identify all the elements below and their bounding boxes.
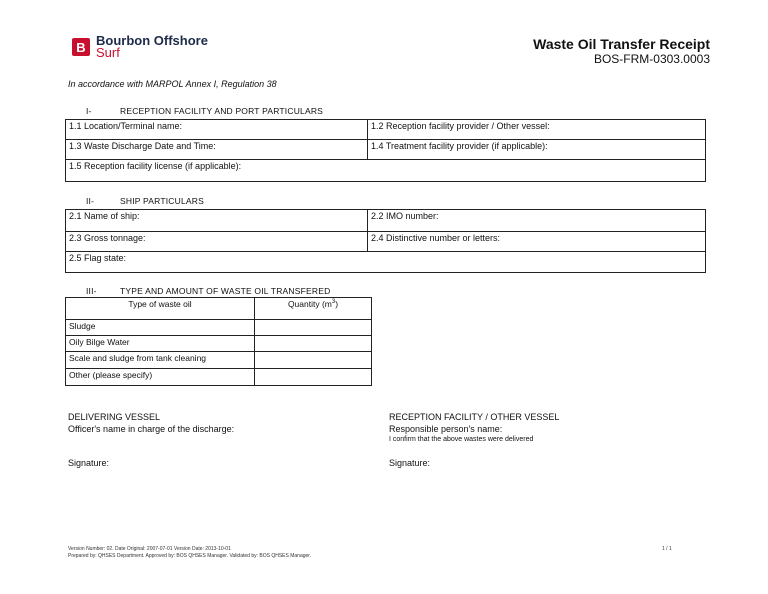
logo-line2: Surf — [96, 45, 120, 60]
quantity-input-sludge[interactable] — [255, 320, 372, 336]
field-imo-number[interactable]: 2.2 IMO number: — [368, 210, 706, 232]
column-header-quantity — [255, 298, 372, 320]
quantity-header-close: ) — [335, 299, 339, 309]
waste-type-oily-bilge-water: Oily Bilge Water — [66, 336, 255, 352]
ship-particulars-table — [65, 209, 706, 273]
field-distinctive-number[interactable]: 2.4 Distinctive number or letters: — [368, 232, 706, 252]
delivering-signature-field[interactable]: Signature: — [68, 458, 110, 468]
logo-line1: Bourbon Offshore — [96, 33, 208, 48]
quantity-header-text: Quantity (m — [287, 299, 332, 309]
section-3-title: TYPE AND AMOUNT OF WASTE OIL TRANSFERED — [120, 286, 331, 296]
document-code: BOS-FRM-0303.0003 — [593, 52, 710, 66]
footer-approval-info: Prepared by: QHSES Department. Approved by: BOS QHSES Manager. Validated by: BOS QHSES Manager. — [68, 553, 312, 559]
document-subtitle: In accordance with MARPOL Annex I, Regulation 38 — [68, 79, 277, 89]
waste-type-other: Other (please specify) — [66, 369, 255, 386]
waste-type-sludge: Sludge — [66, 320, 255, 336]
section-2-title: SHIP PARTICULARS — [120, 196, 204, 206]
footer-page-number: 1 / 1 — [662, 546, 672, 552]
field-gross-tonnage[interactable]: 2.3 Gross tonnage: — [66, 232, 368, 252]
reception-signature-field[interactable]: Signature: — [389, 458, 431, 468]
section-3-number: III- — [86, 286, 97, 296]
field-flag-state[interactable]: 2.5 Flag state: — [66, 252, 706, 273]
section-2-heading — [68, 196, 204, 206]
delivering-vessel-title: DELIVERING VESSEL — [68, 412, 161, 422]
section-1-number: I- — [86, 106, 92, 116]
field-reception-provider[interactable]: 1.2 Reception facility provider / Other vessel: — [368, 120, 706, 140]
field-discharge-datetime[interactable]: 1.3 Waste Discharge Date and Time: — [66, 140, 368, 160]
field-facility-license[interactable]: 1.5 Reception facility license (if applicable): — [66, 160, 706, 182]
responsible-person-field[interactable]: Responsible person's name: — [389, 424, 503, 434]
officer-name-field[interactable]: Officer's name in charge of the discharge: — [68, 424, 235, 434]
company-logo-text — [96, 35, 208, 59]
reception-facility-table — [65, 119, 706, 182]
company-logo-mark — [72, 38, 90, 56]
logo-initial: B — [76, 39, 86, 55]
section-3-heading — [68, 286, 330, 296]
section-1-heading — [68, 106, 323, 116]
quantity-unit-superscript: 3 — [331, 299, 336, 306]
field-location-terminal[interactable]: 1.1 Location/Terminal name: — [66, 120, 368, 140]
field-treatment-provider[interactable]: 1.4 Treatment facility provider (if applicable): — [368, 140, 706, 160]
column-header-type: Type of waste oil — [66, 298, 255, 320]
document-title: Waste Oil Transfer Receipt — [533, 36, 710, 52]
quantity-input-scale-sludge[interactable] — [255, 352, 372, 369]
delivery-confirmation-text: I confirm that the above wastes were delivered — [389, 436, 534, 443]
quantity-input-oily-bilge-water[interactable] — [255, 336, 372, 352]
field-ship-name[interactable]: 2.1 Name of ship: — [66, 210, 368, 232]
waste-oil-table — [65, 297, 372, 386]
footer-version-info: Version Number: 02. Date Original: 2007-07-01 Version Date: 2013-10-01 — [68, 546, 231, 552]
waste-type-scale-sludge: Scale and sludge from tank cleaning — [66, 352, 255, 369]
section-2-number: II- — [86, 196, 95, 206]
reception-facility-title: RECEPTION FACILITY / OTHER VESSEL — [389, 412, 560, 422]
quantity-input-other[interactable] — [255, 369, 372, 386]
section-1-title: RECEPTION FACILITY AND PORT PARTICULARS — [120, 106, 324, 116]
